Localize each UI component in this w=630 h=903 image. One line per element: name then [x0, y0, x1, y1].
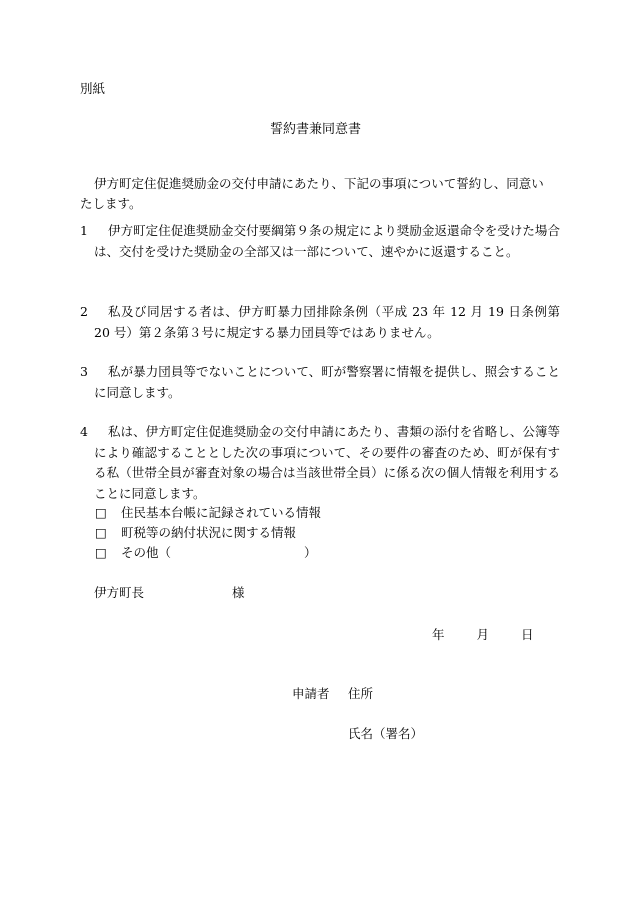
- checkbox-label: その他（: [120, 545, 171, 560]
- item-2: [80, 302, 560, 343]
- item-number: 4: [80, 424, 88, 439]
- name-signature-label: 氏名（署名）: [348, 726, 424, 741]
- checkbox-row-resident-register[interactable]: [95, 503, 321, 523]
- address-label: 住所: [348, 686, 374, 701]
- item-number: 2: [80, 304, 88, 319]
- checkbox-icon[interactable]: □: [95, 525, 107, 540]
- checkbox-row-tax-payment[interactable]: [95, 523, 296, 543]
- checkbox-row-other[interactable]: [95, 543, 316, 563]
- item-number: 1: [80, 223, 88, 238]
- item-text: 私は、伊方町定住促進奨励金の交付申請にあたり、書類の添付を省略し、公簿等により確認することとした次の事項について、その要件の審査のため、町が保有する私（世帯全員が審査対象の場合は当該世帯全員）に係る次の個人情報を利用することに同意します。: [94, 424, 560, 501]
- checkbox-label: 住民基本台帳に記録されている情報: [120, 505, 321, 520]
- date-year-label: 年: [432, 627, 445, 642]
- checkbox-label-suffix: ）: [303, 545, 317, 560]
- item-text: 私が暴力団員等でないことについて、町が警察署に情報を提供し、照会することに同意します。: [94, 364, 560, 400]
- honorific: 様: [232, 585, 245, 600]
- date-day-label: 日: [521, 627, 534, 642]
- item-text: 伊方町定住促進奨励金交付要綱第９条の規定により奨励金返還命令を受けた場合は、交付を受けた奨励金の全部又は一部について、速やかに返還すること。: [94, 223, 560, 259]
- checkbox-label: 町税等の納付状況に関する情報: [120, 525, 296, 540]
- attachment-label: 別紙: [80, 81, 106, 96]
- applicant-label: 申請者: [292, 686, 330, 701]
- checkbox-icon[interactable]: □: [95, 545, 107, 560]
- item-text: 私及び同居する者は、伊方町暴力団排除条例（平成 23 年 12 月 19 日条例第 20 号）第２条第３号に規定する暴力団員等ではありません。: [94, 304, 560, 340]
- item-4: [80, 422, 560, 504]
- item-3: [80, 362, 560, 403]
- intro-paragraph: 伊方町定住促進奨励金の交付申請にあたり、下記の事項について誓約し、同意いたします。: [80, 175, 544, 211]
- addressee: 伊方町長: [94, 585, 145, 600]
- checkbox-icon[interactable]: □: [95, 505, 107, 520]
- item-number: 3: [80, 364, 88, 379]
- document-title: 誓約書兼同意書: [270, 122, 362, 137]
- date-month-label: 月: [476, 627, 490, 642]
- item-1: [80, 221, 560, 262]
- date-row: [432, 625, 534, 645]
